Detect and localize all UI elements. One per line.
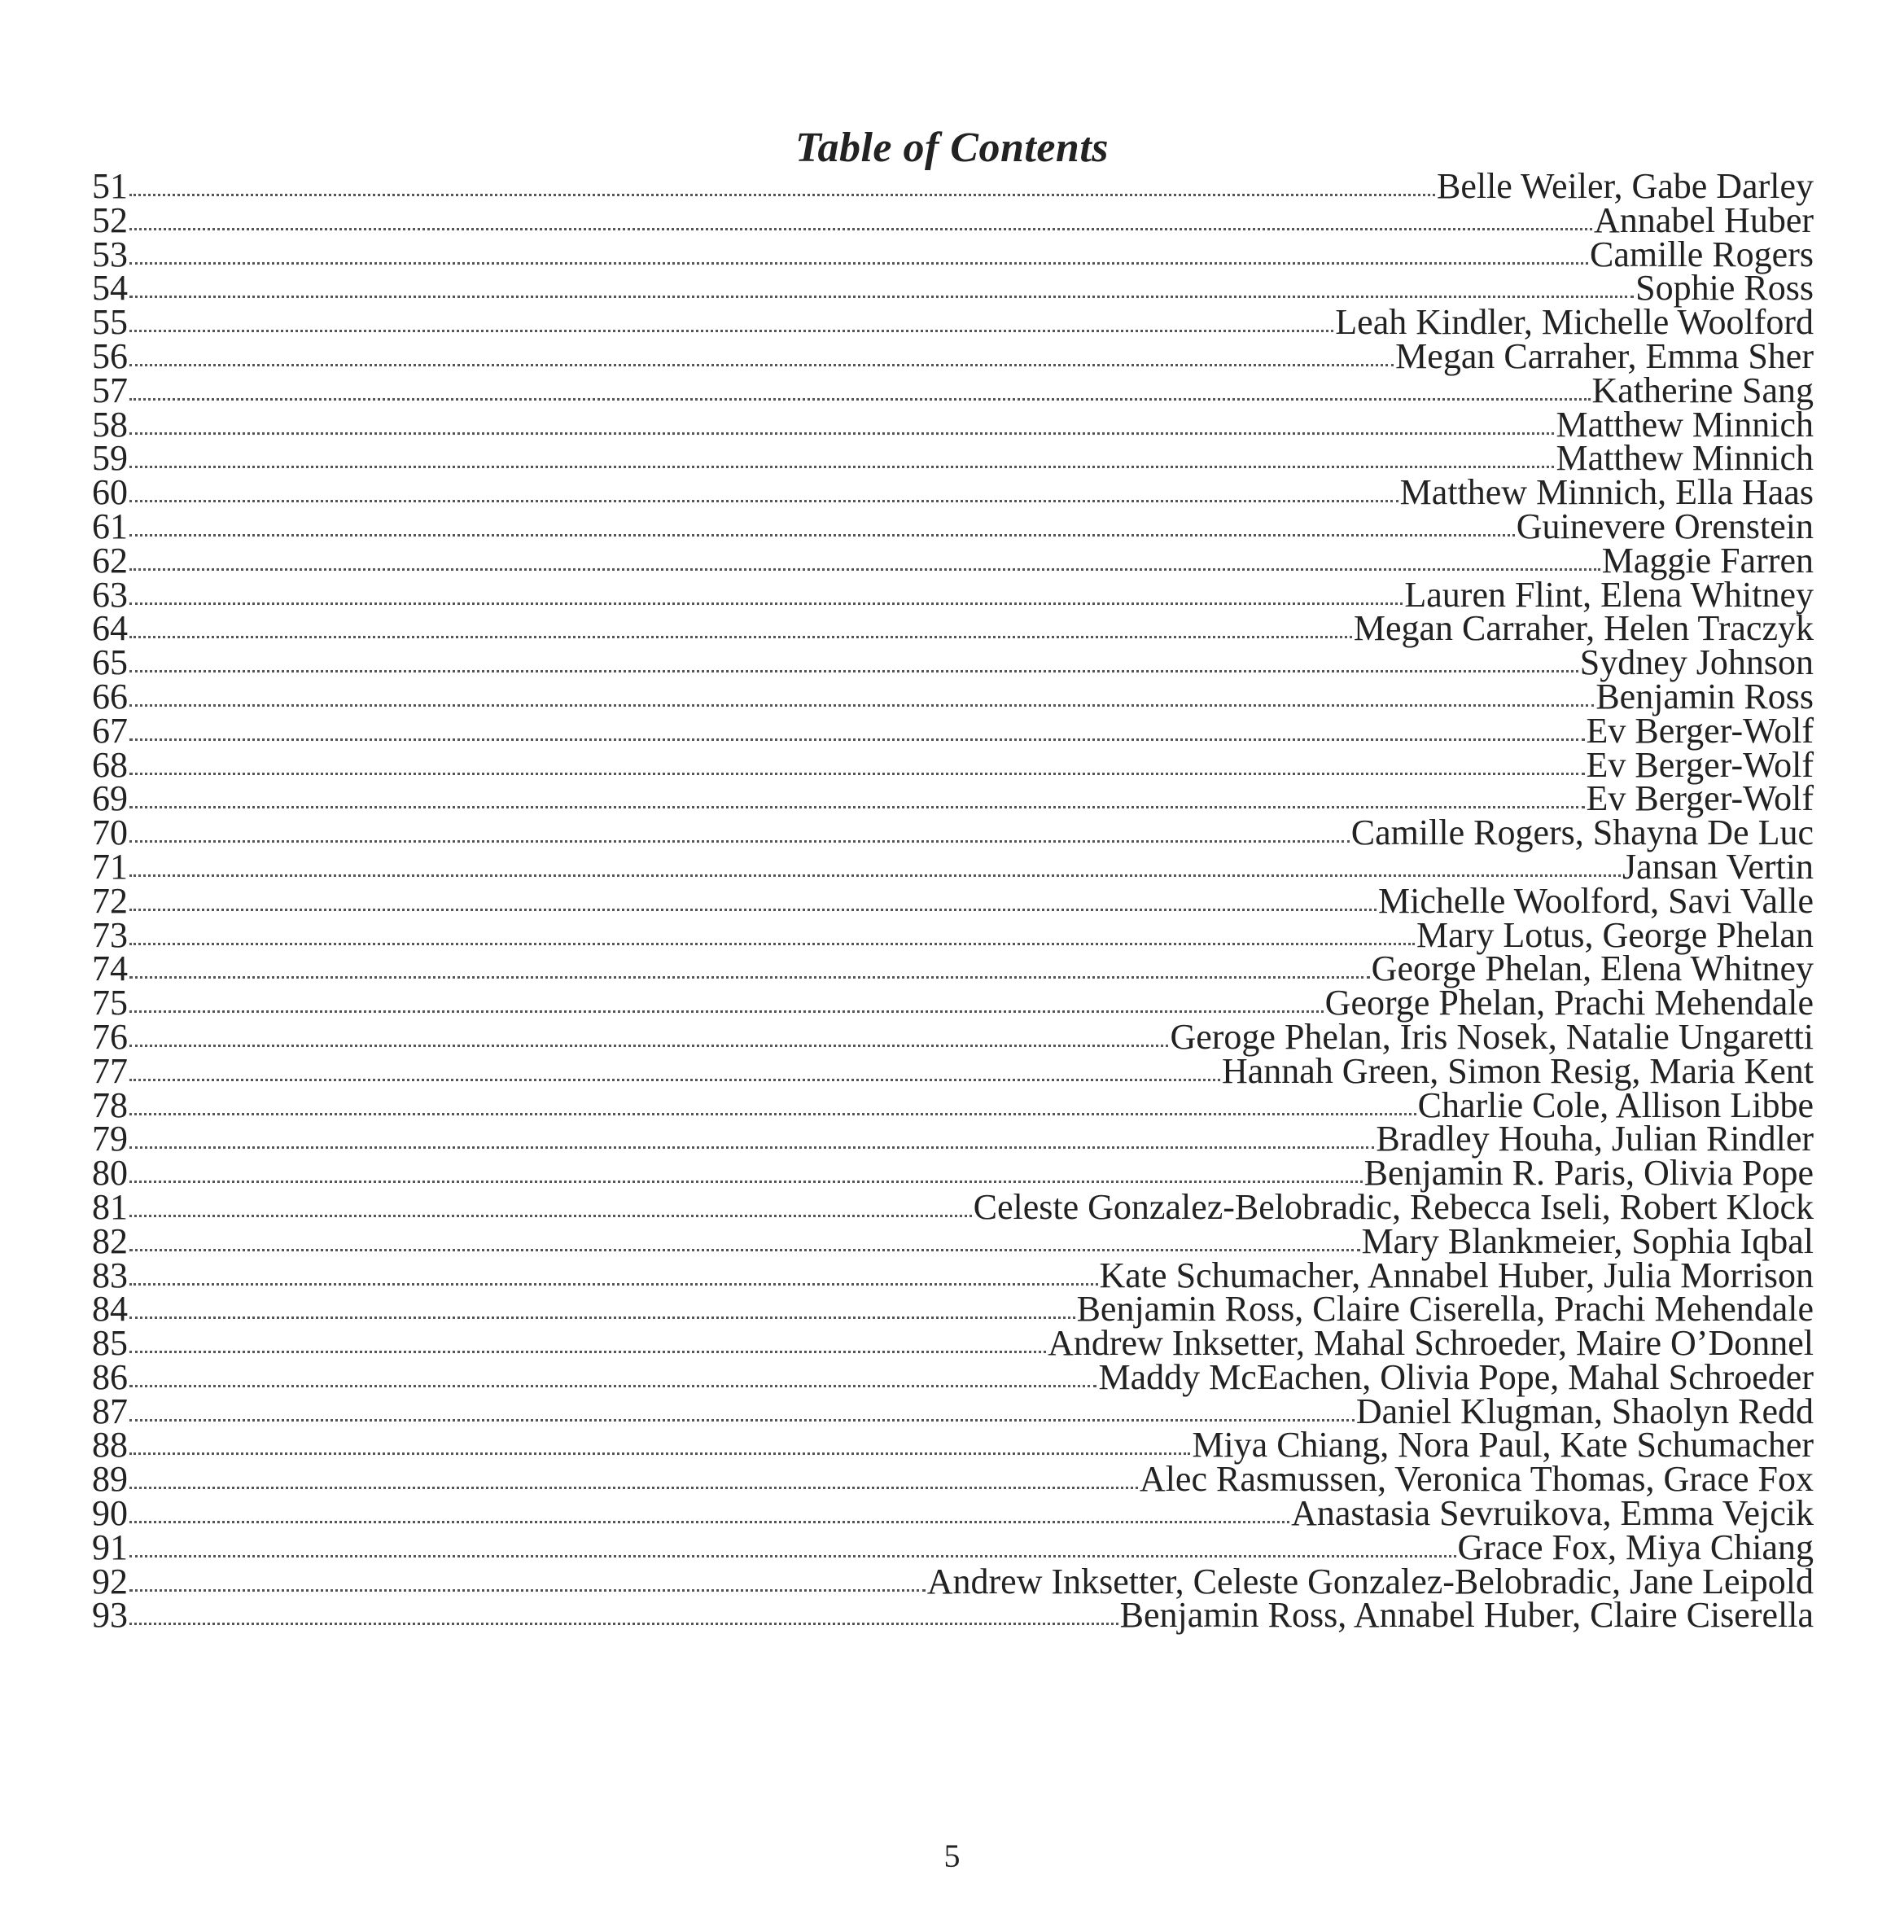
toc-page-number: 53 (92, 234, 128, 274)
dot-leader (129, 1521, 1289, 1523)
toc-entry (92, 370, 1814, 410)
dot-leader (129, 976, 1370, 979)
toc-page-number: 82 (92, 1220, 128, 1261)
toc-entry (92, 1391, 1814, 1431)
toc-authors: Benjamin R. Paris, Olivia Pope (1363, 1153, 1814, 1194)
toc-entry (92, 1255, 1814, 1295)
toc-page-number: 73 (92, 914, 128, 955)
toc-page-number: 71 (92, 846, 128, 887)
toc-entry (92, 302, 1814, 343)
toc-page-number: 57 (92, 370, 128, 410)
dot-leader (129, 1623, 1118, 1625)
dot-leader (129, 466, 1554, 468)
toc-authors: Mary Lotus, George Phelan (1416, 914, 1814, 955)
toc-authors: Ev Berger-Wolf (1586, 710, 1814, 751)
dot-leader (129, 296, 1634, 298)
toc-entry (92, 1119, 1814, 1159)
toc-authors: Grace Fox, Miya Chiang (1457, 1527, 1814, 1567)
toc-entry (92, 540, 1814, 580)
toc-authors: Mary Blankmeier, Sophia Iqbal (1361, 1220, 1814, 1261)
toc-entry (92, 813, 1814, 853)
table-of-contents (92, 166, 1814, 1636)
dot-leader (129, 773, 1585, 775)
toc-entry (92, 1084, 1814, 1125)
dot-leader (129, 704, 1594, 707)
dot-leader (129, 1045, 1168, 1047)
toc-authors: Camille Rogers, Shayna De Luc (1350, 813, 1814, 853)
toc-page-number: 84 (92, 1289, 128, 1330)
toc-page-number: 55 (92, 302, 128, 343)
toc-entry (92, 1595, 1814, 1636)
toc-authors: Andrew Inksetter, Celeste Gonzalez-Belobradic, Jane Leipold (926, 1561, 1814, 1601)
toc-authors: Sophie Ross (1635, 268, 1814, 309)
toc-entry (92, 1561, 1814, 1601)
toc-authors: Megan Carraher, Helen Traczyk (1353, 608, 1814, 649)
toc-page-number: 86 (92, 1356, 128, 1397)
toc-authors: Sydney Johnson (1579, 642, 1814, 683)
toc-page-number: 80 (92, 1153, 128, 1194)
toc-page-number: 59 (92, 438, 128, 479)
toc-entry (92, 846, 1814, 887)
toc-page-number: 63 (92, 574, 128, 615)
dot-leader (129, 943, 1415, 945)
dot-leader (129, 1010, 1324, 1013)
dot-leader (129, 228, 1592, 230)
toc-authors: Celeste Gonzalez-Belobradic, Rebecca Iseli, Robert Klock (973, 1186, 1814, 1227)
toc-entry (92, 1016, 1814, 1057)
dot-leader (129, 602, 1403, 605)
toc-page-number: 68 (92, 744, 128, 785)
toc-page-number: 69 (92, 778, 128, 819)
toc-authors: Annabel Huber (1593, 199, 1814, 240)
toc-authors: Geroge Phelan, Iris Nosek, Natalie Ungaretti (1170, 1016, 1814, 1057)
toc-page-number: 77 (92, 1050, 128, 1091)
toc-authors: Maggie Farren (1601, 540, 1814, 580)
toc-authors: Bradley Houha, Julian Rindler (1376, 1119, 1814, 1159)
toc-authors: Ev Berger-Wolf (1586, 778, 1814, 819)
toc-authors: Ev Berger-Wolf (1586, 744, 1814, 785)
toc-page-number: 66 (92, 676, 128, 716)
toc-page-number: 78 (92, 1084, 128, 1125)
toc-entry (92, 268, 1814, 309)
toc-entry (92, 199, 1814, 240)
toc-page-number: 51 (92, 166, 128, 206)
dot-leader (129, 1589, 926, 1592)
dot-leader (129, 1283, 1098, 1286)
dot-leader (129, 330, 1333, 332)
dot-leader (129, 568, 1600, 571)
toc-authors: George Phelan, Elena Whitney (1371, 948, 1814, 989)
toc-page-number: 60 (92, 472, 128, 513)
dot-leader (129, 806, 1585, 808)
toc-page-number: 65 (92, 642, 128, 683)
toc-entry (92, 1220, 1814, 1261)
toc-entry (92, 948, 1814, 989)
toc-authors: Matthew Minnich, Ella Haas (1399, 472, 1814, 513)
dot-leader (129, 670, 1578, 672)
toc-entry (92, 1186, 1814, 1227)
dot-leader (129, 840, 1350, 843)
dot-leader (129, 1079, 1220, 1081)
toc-authors: Matthew Minnich (1556, 438, 1814, 479)
toc-authors: Anastasia Sevruikova, Emma Vejcik (1291, 1493, 1814, 1534)
dot-leader (129, 500, 1398, 502)
toc-authors: Maddy McEachen, Olivia Pope, Mahal Schroeder (1098, 1356, 1814, 1397)
dot-leader (129, 1419, 1355, 1422)
toc-authors: Benjamin Ross, Annabel Huber, Claire Ciserella (1119, 1595, 1814, 1636)
toc-page-number: 90 (92, 1493, 128, 1534)
toc-authors: Alec Rasmussen, Veronica Thomas, Grace Fox (1139, 1459, 1814, 1500)
toc-entry (92, 608, 1814, 649)
toc-page-number: 64 (92, 608, 128, 649)
toc-entry (92, 710, 1814, 751)
toc-authors: Camille Rogers (1590, 234, 1814, 274)
dot-leader (129, 534, 1515, 537)
toc-page-number: 72 (92, 880, 128, 921)
toc-entry (92, 166, 1814, 206)
toc-page-number: 89 (92, 1459, 128, 1500)
dot-leader (129, 1215, 972, 1217)
toc-entry (92, 880, 1814, 921)
toc-entry (92, 404, 1814, 445)
toc-page-number: 87 (92, 1391, 128, 1431)
toc-page-number: 61 (92, 506, 128, 546)
dot-leader (129, 1181, 1363, 1183)
toc-entry (92, 1493, 1814, 1534)
toc-page-number: 52 (92, 199, 128, 240)
toc-page-number: 67 (92, 710, 128, 751)
dot-leader (129, 1555, 1456, 1557)
toc-page-number: 54 (92, 268, 128, 309)
toc-entry (92, 676, 1814, 716)
toc-authors: Megan Carraher, Emma Sher (1395, 335, 1814, 376)
dot-leader (129, 1113, 1416, 1115)
toc-page-number: 62 (92, 540, 128, 580)
toc-page-number: 93 (92, 1595, 128, 1636)
dot-leader (129, 636, 1352, 638)
dot-leader (129, 1146, 1374, 1149)
dot-leader (129, 262, 1588, 265)
toc-page-number: 79 (92, 1119, 128, 1159)
toc-entry (92, 472, 1814, 513)
toc-authors: Andrew Inksetter, Mahal Schroeder, Maire O’Donnel (1048, 1323, 1814, 1364)
toc-entry (92, 506, 1814, 546)
dot-leader (129, 874, 1621, 877)
toc-authors: Jansan Vertin (1622, 846, 1814, 887)
toc-entry (92, 1356, 1814, 1397)
toc-entry (92, 914, 1814, 955)
toc-entry (92, 1323, 1814, 1364)
toc-entry (92, 1153, 1814, 1194)
toc-authors: Matthew Minnich (1556, 404, 1814, 445)
toc-authors: Katherine Sang (1591, 370, 1814, 410)
dot-leader (129, 364, 1394, 366)
toc-entry (92, 574, 1814, 615)
toc-entry (92, 1289, 1814, 1330)
page-title: Table of Contents (794, 124, 1110, 171)
toc-page-number: 88 (92, 1425, 128, 1465)
dot-leader (129, 1351, 1046, 1353)
toc-page-number: 81 (92, 1186, 128, 1227)
toc-authors: Hannah Green, Simon Resig, Maria Kent (1221, 1050, 1814, 1091)
toc-entry (92, 1425, 1814, 1465)
dot-leader (129, 194, 1435, 196)
toc-entry (92, 335, 1814, 376)
toc-entry (92, 234, 1814, 274)
dot-leader (129, 909, 1377, 911)
toc-authors: Benjamin Ross, Claire Ciserella, Prachi Mehendale (1076, 1289, 1814, 1330)
toc-entry (92, 438, 1814, 479)
toc-page-number: 58 (92, 404, 128, 445)
toc-authors: Lauren Flint, Elena Whitney (1404, 574, 1814, 615)
toc-page-number: 76 (92, 1016, 128, 1057)
toc-authors: Leah Kindler, Michelle Woolford (1335, 302, 1814, 343)
toc-entry (92, 642, 1814, 683)
toc-authors: George Phelan, Prachi Mehendale (1324, 983, 1814, 1023)
dot-leader (129, 1385, 1096, 1387)
toc-page-number: 91 (92, 1527, 128, 1567)
toc-authors: Kate Schumacher, Annabel Huber, Julia Morrison (1099, 1255, 1814, 1295)
toc-authors: Guinevere Orenstein (1516, 506, 1814, 546)
toc-authors: Charlie Cole, Allison Libbe (1417, 1084, 1814, 1125)
dot-leader (129, 1316, 1075, 1319)
toc-page-number: 92 (92, 1561, 128, 1601)
toc-page-number: 85 (92, 1323, 128, 1364)
dot-leader (129, 398, 1591, 401)
toc-authors: Michelle Woolford, Savi Valle (1378, 880, 1814, 921)
toc-authors: Belle Weiler, Gabe Darley (1436, 166, 1814, 206)
dot-leader (129, 738, 1585, 741)
toc-page-number: 83 (92, 1255, 128, 1295)
toc-entry (92, 778, 1814, 819)
toc-page-number: 74 (92, 948, 128, 989)
toc-page-number: 70 (92, 813, 128, 853)
toc-page-number: 75 (92, 983, 128, 1023)
page-number: 5 (943, 1838, 961, 1874)
toc-page-number: 56 (92, 335, 128, 376)
toc-authors: Daniel Klugman, Shaolyn Redd (1355, 1391, 1814, 1431)
dot-leader (129, 1487, 1138, 1489)
toc-entry (92, 744, 1814, 785)
toc-authors: Miya Chiang, Nora Paul, Kate Schumacher (1192, 1425, 1814, 1465)
toc-entry (92, 1459, 1814, 1500)
dot-leader (129, 432, 1554, 435)
toc-authors: Benjamin Ross (1595, 676, 1814, 716)
dot-leader (129, 1249, 1360, 1251)
dot-leader (129, 1452, 1190, 1455)
toc-entry (92, 1050, 1814, 1091)
toc-entry (92, 1527, 1814, 1567)
toc-entry (92, 983, 1814, 1023)
